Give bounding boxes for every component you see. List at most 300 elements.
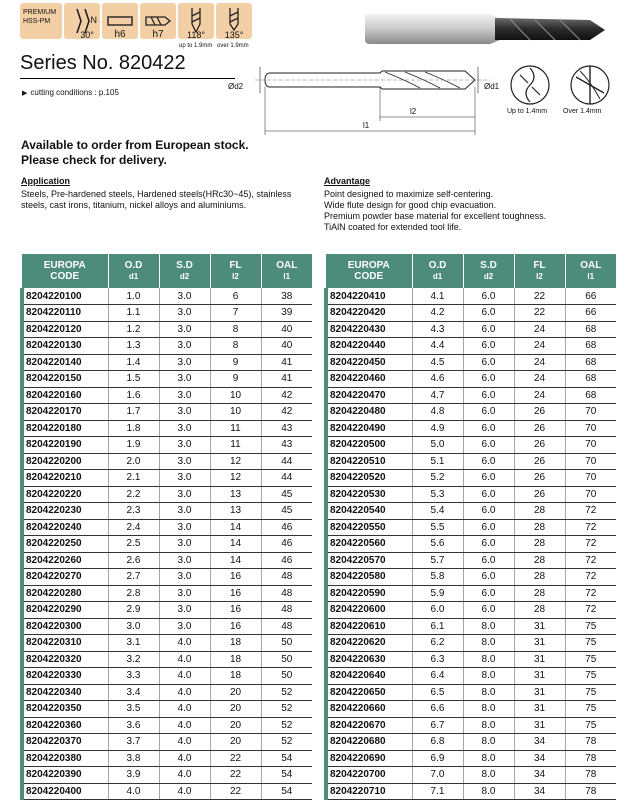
availability-line1: Available to order from European stock.	[21, 138, 249, 152]
table-row	[326, 387, 616, 404]
cell-sd: 6.0	[463, 288, 514, 305]
table-row	[326, 288, 616, 305]
table-row	[326, 668, 616, 685]
table-row	[326, 734, 616, 751]
table-row	[326, 503, 616, 520]
cell-od: 3.8	[108, 750, 159, 767]
table-row	[22, 651, 312, 668]
table-row	[22, 552, 312, 569]
cell-od: 5.5	[412, 519, 463, 536]
table-row	[22, 404, 312, 421]
cell-fl: 28	[514, 536, 565, 553]
cell-code: 8204220320	[22, 651, 108, 668]
cell-fl: 8	[210, 338, 261, 355]
cell-oal: 43	[261, 437, 312, 454]
table-row	[22, 717, 312, 734]
cell-oal: 78	[565, 783, 616, 800]
table-row	[22, 453, 312, 470]
cell-code: 8204220280	[22, 585, 108, 602]
cell-oal: 42	[261, 387, 312, 404]
cell-oal: 68	[565, 371, 616, 388]
header-oal: OAL l1	[261, 254, 312, 288]
cell-code: 8204220150	[22, 371, 108, 388]
table-row	[326, 420, 616, 437]
cell-od: 1.1	[108, 305, 159, 322]
header-fl: FL l2	[514, 254, 565, 288]
cell-code: 8204220560	[326, 536, 412, 553]
cell-code: 8204220460	[326, 371, 412, 388]
table-row	[326, 569, 616, 586]
cell-sd: 6.0	[463, 585, 514, 602]
cell-oal: 48	[261, 585, 312, 602]
cell-oal: 72	[565, 602, 616, 619]
cell-sd: 3.0	[159, 437, 210, 454]
header-fl: FL l2	[210, 254, 261, 288]
table-row	[22, 338, 312, 355]
cell-oal: 75	[565, 701, 616, 718]
cell-oal: 78	[565, 767, 616, 784]
point-angle-118-label: 118°	[187, 30, 205, 40]
cell-fl: 22	[210, 750, 261, 767]
cell-code: 8204220360	[22, 717, 108, 734]
table-row	[22, 585, 312, 602]
cell-od: 2.1	[108, 470, 159, 487]
cell-fl: 11	[210, 437, 261, 454]
cell-fl: 8	[210, 321, 261, 338]
table-row	[22, 321, 312, 338]
cell-sd: 6.0	[463, 470, 514, 487]
point-135-caption: over 1.9mm	[217, 43, 249, 49]
title-divider	[20, 78, 235, 79]
cell-sd: 3.0	[159, 486, 210, 503]
cell-fl: 9	[210, 371, 261, 388]
cell-oal: 78	[565, 750, 616, 767]
cell-code: 8204220310	[22, 635, 108, 652]
cell-code: 8204220480	[326, 404, 412, 421]
cell-fl: 24	[514, 387, 565, 404]
table-row	[326, 536, 616, 553]
drill-product-image	[360, 10, 610, 52]
table-header-row	[326, 254, 616, 288]
cell-code: 8204220440	[326, 338, 412, 355]
cell-fl: 34	[514, 783, 565, 800]
cell-sd: 3.0	[159, 338, 210, 355]
cell-od: 4.5	[412, 354, 463, 371]
cell-oal: 42	[261, 404, 312, 421]
cell-od: 1.9	[108, 437, 159, 454]
table-row	[326, 321, 616, 338]
cell-code: 8204220180	[22, 420, 108, 437]
cell-fl: 28	[514, 503, 565, 520]
cell-oal: 48	[261, 569, 312, 586]
cell-code: 8204220120	[22, 321, 108, 338]
cell-oal: 54	[261, 783, 312, 800]
cell-od: 5.8	[412, 569, 463, 586]
cell-od: 3.3	[108, 668, 159, 685]
cell-oal: 72	[565, 585, 616, 602]
cell-fl: 14	[210, 519, 261, 536]
label-overall-length: l1	[363, 121, 370, 130]
cell-fl: 26	[514, 420, 565, 437]
cell-fl: 31	[514, 618, 565, 635]
cell-fl: 26	[514, 404, 565, 421]
cell-code: 8204220250	[22, 536, 108, 553]
table-row	[22, 767, 312, 784]
cell-od: 1.7	[108, 404, 159, 421]
cell-code: 8204220330	[22, 668, 108, 685]
cell-code: 8204220570	[326, 552, 412, 569]
cell-fl: 12	[210, 470, 261, 487]
cell-code: 8204220110	[22, 305, 108, 322]
cell-fl: 24	[514, 321, 565, 338]
cell-od: 4.8	[412, 404, 463, 421]
application-text: Steels, Pre-hardened steels, Hardened steels(HRc30~45), stainless steels, cast irons, titanium, nickel alloys and aluminiums.	[21, 189, 292, 210]
cell-od: 3.7	[108, 734, 159, 751]
cell-od: 3.5	[108, 701, 159, 718]
cell-od: 2.4	[108, 519, 159, 536]
table-row	[326, 635, 616, 652]
cell-sd: 3.0	[159, 536, 210, 553]
cell-fl: 31	[514, 651, 565, 668]
cell-od: 3.4	[108, 684, 159, 701]
cell-sd: 3.0	[159, 404, 210, 421]
cell-fl: 31	[514, 717, 565, 734]
table-row	[326, 486, 616, 503]
cell-sd: 6.0	[463, 404, 514, 421]
cell-code: 8204220140	[22, 354, 108, 371]
cell-code: 8204220260	[22, 552, 108, 569]
cell-fl: 34	[514, 767, 565, 784]
cell-fl: 20	[210, 701, 261, 718]
cell-code: 8204220710	[326, 783, 412, 800]
helix-30-icon	[64, 3, 100, 39]
cell-sd: 8.0	[463, 701, 514, 718]
cell-oal: 46	[261, 519, 312, 536]
cell-od: 2.5	[108, 536, 159, 553]
cell-code: 8204220340	[22, 684, 108, 701]
cell-od: 1.5	[108, 371, 159, 388]
cell-od: 4.1	[412, 288, 463, 305]
product-table-right	[324, 254, 616, 800]
table-row	[326, 437, 616, 454]
cell-oal: 66	[565, 305, 616, 322]
table-row	[22, 635, 312, 652]
header-sd: S.D d2	[463, 254, 514, 288]
cell-sd: 4.0	[159, 701, 210, 718]
cell-sd: 4.0	[159, 717, 210, 734]
cell-oal: 46	[261, 552, 312, 569]
table-row	[22, 305, 312, 322]
cell-fl: 6	[210, 288, 261, 305]
table-row	[326, 701, 616, 718]
table-row	[22, 420, 312, 437]
cell-fl: 16	[210, 602, 261, 619]
cell-code: 8204220410	[326, 288, 412, 305]
cell-sd: 3.0	[159, 321, 210, 338]
cell-sd: 8.0	[463, 635, 514, 652]
cell-sd: 3.0	[159, 519, 210, 536]
drill-technical-drawing	[230, 57, 510, 137]
cell-sd: 6.0	[463, 503, 514, 520]
advantage-line: Point designed to maximize self-centering.	[324, 189, 494, 199]
cell-sd: 4.0	[159, 767, 210, 784]
cell-oal: 44	[261, 453, 312, 470]
cell-code: 8204220210	[22, 470, 108, 487]
cell-code: 8204220290	[22, 602, 108, 619]
cell-oal: 40	[261, 321, 312, 338]
table-row	[22, 437, 312, 454]
cell-fl: 26	[514, 437, 565, 454]
cell-fl: 26	[514, 470, 565, 487]
table-row	[326, 750, 616, 767]
cell-oal: 70	[565, 470, 616, 487]
cell-oal: 41	[261, 371, 312, 388]
cell-od: 3.0	[108, 618, 159, 635]
cell-sd: 6.0	[463, 387, 514, 404]
cell-sd: 6.0	[463, 453, 514, 470]
header-od: O.D d1	[108, 254, 159, 288]
cell-oal: 38	[261, 288, 312, 305]
cell-sd: 4.0	[159, 651, 210, 668]
cell-sd: 4.0	[159, 783, 210, 800]
table-row	[326, 767, 616, 784]
cell-fl: 34	[514, 750, 565, 767]
cell-sd: 3.0	[159, 387, 210, 404]
table-row	[326, 305, 616, 322]
advantage-heading: Advantage	[324, 176, 371, 186]
series-title: Series No. 820422	[20, 52, 186, 74]
cell-oal: 45	[261, 503, 312, 520]
advantage-line: TiAlN coated for extended tool life.	[324, 222, 462, 232]
cell-sd: 4.0	[159, 734, 210, 751]
cell-code: 8204220630	[326, 651, 412, 668]
application-heading: Application	[21, 176, 70, 186]
cell-fl: 13	[210, 503, 261, 520]
cell-sd: 3.0	[159, 569, 210, 586]
cell-od: 1.2	[108, 321, 159, 338]
cell-fl: 16	[210, 618, 261, 635]
cell-oal: 44	[261, 470, 312, 487]
header-oal: OAL l1	[565, 254, 616, 288]
advantage-line: Wide flute design for good chip evacuation.	[324, 200, 497, 210]
cell-od: 4.9	[412, 420, 463, 437]
cell-sd: 3.0	[159, 420, 210, 437]
table-row	[22, 486, 312, 503]
cell-fl: 28	[514, 519, 565, 536]
cell-code: 8204220670	[326, 717, 412, 734]
cell-oal: 68	[565, 387, 616, 404]
cell-fl: 11	[210, 420, 261, 437]
cell-sd: 6.0	[463, 371, 514, 388]
cell-code: 8204220190	[22, 437, 108, 454]
cell-od: 3.6	[108, 717, 159, 734]
table-row	[326, 684, 616, 701]
cell-od: 6.0	[412, 602, 463, 619]
tolerance-h7-icon	[140, 3, 176, 39]
cell-od: 6.8	[412, 734, 463, 751]
cell-sd: 3.0	[159, 503, 210, 520]
cell-oal: 52	[261, 701, 312, 718]
cell-fl: 16	[210, 585, 261, 602]
cell-sd: 8.0	[463, 668, 514, 685]
table-row	[326, 470, 616, 487]
cell-sd: 3.0	[159, 354, 210, 371]
cell-code: 8204220300	[22, 618, 108, 635]
cell-od: 5.7	[412, 552, 463, 569]
cell-oal: 78	[565, 734, 616, 751]
cell-fl: 16	[210, 569, 261, 586]
cell-sd: 6.0	[463, 569, 514, 586]
cell-od: 7.1	[412, 783, 463, 800]
cell-oal: 75	[565, 668, 616, 685]
cell-oal: 50	[261, 668, 312, 685]
cell-od: 1.6	[108, 387, 159, 404]
cell-code: 8204220640	[326, 668, 412, 685]
cell-od: 1.0	[108, 288, 159, 305]
cell-code: 8204220400	[22, 783, 108, 800]
cell-sd: 6.0	[463, 486, 514, 503]
cell-od: 6.3	[412, 651, 463, 668]
cell-code: 8204220660	[326, 701, 412, 718]
table-row	[22, 684, 312, 701]
shank-tolerance-label: h6	[114, 29, 126, 40]
cell-fl: 20	[210, 684, 261, 701]
availability-notice	[21, 138, 249, 168]
table-row	[326, 651, 616, 668]
cell-code: 8204220160	[22, 387, 108, 404]
cell-fl: 28	[514, 569, 565, 586]
table-row	[326, 602, 616, 619]
material-line2: HSS-PM	[23, 18, 51, 25]
cutting-conditions-link[interactable]	[22, 88, 119, 97]
cell-sd: 8.0	[463, 767, 514, 784]
cell-fl: 9	[210, 354, 261, 371]
table-row	[326, 371, 616, 388]
label-over-1-4: Over 1.4mm	[563, 108, 602, 115]
cell-code: 8204220650	[326, 684, 412, 701]
cell-fl: 18	[210, 668, 261, 685]
cell-od: 6.7	[412, 717, 463, 734]
cell-fl: 31	[514, 701, 565, 718]
table-row	[22, 387, 312, 404]
table-row	[22, 668, 312, 685]
cell-od: 5.4	[412, 503, 463, 520]
cell-oal: 70	[565, 404, 616, 421]
cell-sd: 8.0	[463, 651, 514, 668]
header-code: EUROPA CODE	[326, 254, 412, 288]
cell-fl: 24	[514, 354, 565, 371]
cell-code: 8204220240	[22, 519, 108, 536]
helix-sub-label: N	[90, 15, 97, 25]
cell-od: 6.6	[412, 701, 463, 718]
cell-oal: 70	[565, 420, 616, 437]
cell-fl: 31	[514, 668, 565, 685]
cell-sd: 8.0	[463, 734, 514, 751]
cell-oal: 41	[261, 354, 312, 371]
cell-od: 5.1	[412, 453, 463, 470]
cell-sd: 8.0	[463, 750, 514, 767]
cell-od: 2.6	[108, 552, 159, 569]
table-row	[22, 618, 312, 635]
cell-oal: 50	[261, 651, 312, 668]
table-row	[22, 701, 312, 718]
cell-od: 4.0	[108, 783, 159, 800]
cell-oal: 40	[261, 338, 312, 355]
cell-fl: 18	[210, 635, 261, 652]
cell-od: 5.2	[412, 470, 463, 487]
cell-oal: 75	[565, 717, 616, 734]
application-section	[21, 176, 301, 211]
cell-sd: 3.0	[159, 618, 210, 635]
cell-code: 8204220540	[326, 503, 412, 520]
cell-oal: 70	[565, 437, 616, 454]
cell-oal: 72	[565, 536, 616, 553]
cell-sd: 4.0	[159, 684, 210, 701]
cell-fl: 31	[514, 635, 565, 652]
cell-oal: 52	[261, 684, 312, 701]
cell-sd: 6.0	[463, 354, 514, 371]
cell-od: 4.2	[412, 305, 463, 322]
cell-od: 5.6	[412, 536, 463, 553]
cell-od: 2.7	[108, 569, 159, 586]
cell-od: 4.4	[412, 338, 463, 355]
cell-od: 2.2	[108, 486, 159, 503]
cell-code: 8204220600	[326, 602, 412, 619]
cell-fl: 18	[210, 651, 261, 668]
table-row	[326, 717, 616, 734]
cell-code: 8204220500	[326, 437, 412, 454]
cell-code: 8204220530	[326, 486, 412, 503]
cell-code: 8204220580	[326, 569, 412, 586]
point-135-icon	[216, 3, 252, 49]
cell-code: 8204220430	[326, 321, 412, 338]
cell-sd: 4.0	[159, 668, 210, 685]
cell-oal: 54	[261, 767, 312, 784]
table-row	[22, 371, 312, 388]
table-row	[22, 536, 312, 553]
table-row	[326, 453, 616, 470]
cell-od: 7.0	[412, 767, 463, 784]
cell-od: 2.9	[108, 602, 159, 619]
cell-oal: 75	[565, 618, 616, 635]
cell-fl: 26	[514, 486, 565, 503]
cell-code: 8204220130	[22, 338, 108, 355]
cell-sd: 6.0	[463, 552, 514, 569]
feature-icon-strip	[20, 3, 252, 47]
cell-oal: 50	[261, 635, 312, 652]
material-line1: PREMIUM	[23, 9, 57, 16]
cell-sd: 3.0	[159, 585, 210, 602]
point-118-caption: up to 1.9mm	[179, 43, 213, 49]
material-badge	[20, 3, 62, 39]
table-row	[326, 585, 616, 602]
point-angle-135-label: 135°	[224, 30, 244, 40]
cell-oal: 72	[565, 552, 616, 569]
table-row	[22, 750, 312, 767]
cell-sd: 3.0	[159, 453, 210, 470]
cell-fl: 7	[210, 305, 261, 322]
cell-sd: 3.0	[159, 305, 210, 322]
cell-oal: 72	[565, 519, 616, 536]
cell-code: 8204220350	[22, 701, 108, 718]
cell-sd: 6.0	[463, 536, 514, 553]
cell-oal: 48	[261, 602, 312, 619]
cell-od: 5.3	[412, 486, 463, 503]
cell-fl: 24	[514, 338, 565, 355]
cell-fl: 28	[514, 585, 565, 602]
cell-sd: 6.0	[463, 420, 514, 437]
cell-od: 4.3	[412, 321, 463, 338]
